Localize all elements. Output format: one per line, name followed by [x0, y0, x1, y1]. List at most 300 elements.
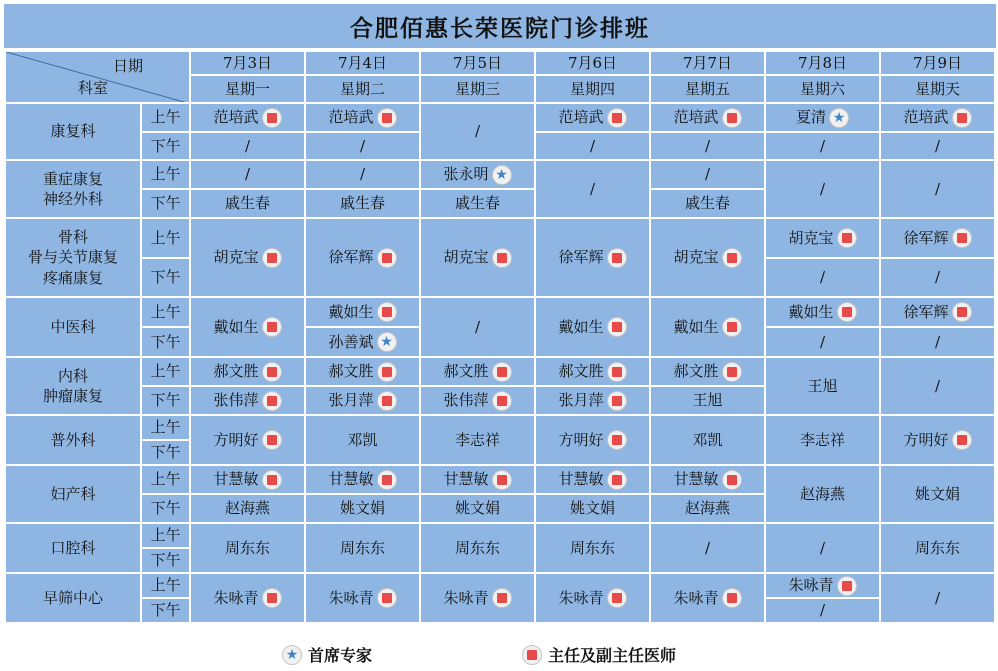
red-square-icon — [262, 470, 282, 490]
red-square-icon — [262, 588, 282, 608]
doctor-name — [558, 317, 626, 337]
department-line: 康复科 — [50, 122, 96, 141]
red-square-icon — [722, 108, 742, 128]
red-square-icon — [952, 302, 972, 322]
red-square-icon — [492, 470, 512, 490]
schedule-cell-am — [420, 357, 535, 386]
date-header — [535, 51, 650, 75]
doctor-name-text: 甘慧敏 — [558, 470, 604, 489]
schedule-cell-pm — [305, 132, 420, 160]
red-square-icon — [262, 430, 282, 450]
doctor-name — [673, 107, 741, 127]
schedule-cell-am — [305, 160, 420, 189]
doctor-name-text: 范培武 — [328, 108, 374, 127]
red-square-icon — [607, 391, 627, 411]
doctor-name-text: 戴如生 — [673, 317, 719, 336]
doctor-name-text: 甘慧敏 — [443, 470, 489, 489]
schedule-cell-pm — [535, 386, 650, 415]
schedule-cell-merged — [420, 103, 535, 160]
doctor-name-text: 郝文胜 — [328, 362, 374, 381]
schedule-cell-pm — [190, 132, 305, 160]
doctor-name — [443, 390, 511, 410]
schedule-cell-pm — [305, 327, 420, 357]
doctor-name-text: 戴如生 — [558, 317, 604, 336]
cell-text: 戚生春 — [339, 194, 385, 213]
doctor-name-text: 徐军辉 — [903, 302, 949, 321]
schedule-cell-am — [880, 218, 995, 258]
cell-text: 周东东 — [914, 538, 960, 557]
schedule-cell-merged — [535, 297, 650, 357]
date-header — [420, 51, 535, 75]
weekday-header — [880, 75, 995, 103]
department-line: 普外科 — [50, 430, 96, 449]
doctor-name-text: 甘慧敏 — [213, 470, 259, 489]
schedule-cell-am — [650, 103, 765, 132]
schedule-cell-merged — [535, 523, 650, 573]
red-square-icon — [262, 248, 282, 268]
doctor-name-text: 朱咏青 — [328, 588, 374, 607]
doctor-name-text: 徐军辉 — [328, 248, 374, 267]
schedule-cell-merged — [650, 218, 765, 297]
doctor-name — [328, 302, 396, 322]
date-label: 日期 — [112, 57, 143, 75]
shift-pm: 下午 — [141, 327, 190, 357]
schedule-cell-pm — [650, 494, 765, 523]
schedule-cell-merged — [650, 297, 765, 357]
cell-text: 戚生春 — [224, 194, 270, 213]
doctor-name — [673, 247, 741, 267]
doctor-name — [558, 361, 626, 381]
schedule-cell-merged — [190, 297, 305, 357]
schedule-cell-pm — [420, 386, 535, 415]
legend-star-label: 首席专家 — [308, 646, 373, 665]
schedule-cell-merged — [420, 415, 535, 465]
red-square-icon — [722, 248, 742, 268]
red-square-icon — [262, 391, 282, 411]
department-line: 重症康复 — [42, 169, 103, 188]
cell-text: / — [819, 601, 826, 620]
cell-text: / — [589, 136, 596, 155]
schedule-cell-am — [650, 465, 765, 494]
schedule-cell-merged — [765, 160, 880, 218]
cell-text: 赵海燕 — [799, 484, 845, 503]
red-square-icon — [722, 362, 742, 382]
schedule-cell-merged — [535, 160, 650, 218]
red-square-icon — [262, 317, 282, 337]
red-square-icon — [607, 317, 627, 337]
doctor-name-text: 徐军辉 — [903, 228, 949, 247]
doctor-name-text: 方明好 — [903, 430, 949, 449]
doctor-name-text: 郝文胜 — [443, 362, 489, 381]
doctor-name — [558, 588, 626, 608]
shift-pm: 下午 — [141, 494, 190, 523]
doctor-name — [673, 469, 741, 489]
date-text: 7月6日 — [567, 53, 618, 72]
doctor-name — [903, 302, 971, 322]
doctor-name — [443, 164, 511, 184]
department-name — [5, 160, 141, 218]
schedule-cell-merged — [880, 160, 995, 218]
date-header — [650, 51, 765, 75]
cell-text: / — [934, 588, 941, 607]
doctor-name — [213, 361, 281, 381]
shift-am: 上午 — [141, 218, 190, 258]
header-corner — [5, 51, 190, 103]
cell-text: 周东东 — [224, 538, 270, 557]
department-line: 妇产科 — [50, 484, 96, 503]
schedule-cell-am — [765, 573, 880, 598]
schedule-cell-pm — [880, 258, 995, 297]
red-square-icon — [377, 302, 397, 322]
cell-text: / — [934, 179, 941, 198]
department-line: 早筛中心 — [42, 588, 103, 607]
red-square-icon — [492, 248, 512, 268]
date-header — [880, 51, 995, 75]
date-text: 7月3日 — [222, 53, 273, 72]
red-square-icon — [377, 248, 397, 268]
department-name — [5, 523, 141, 573]
red-square-icon — [262, 362, 282, 382]
doctor-name — [796, 107, 849, 127]
weekday-text: 星期四 — [569, 79, 615, 98]
schedule-cell-merged — [880, 573, 995, 623]
doctor-name — [673, 588, 741, 608]
weekday-text: 星期天 — [914, 79, 960, 98]
doctor-name-text: 朱咏青 — [788, 576, 834, 595]
cell-text: 姚文娟 — [339, 499, 385, 518]
red-square-icon — [607, 108, 627, 128]
cell-text: / — [474, 317, 481, 336]
cell-text: / — [244, 136, 251, 155]
red-square-icon — [607, 248, 627, 268]
star-icon: ★ — [377, 332, 397, 352]
doctor-name — [328, 390, 396, 410]
doctor-name — [213, 390, 281, 410]
doctor-name-text: 朱咏青 — [673, 588, 719, 607]
doctor-name — [328, 469, 396, 489]
schedule-cell-merged — [765, 415, 880, 465]
shift-am: 上午 — [141, 523, 190, 548]
schedule-cell-pm — [420, 189, 535, 218]
cell-text: 戚生春 — [454, 194, 500, 213]
schedule-cell-pm — [765, 327, 880, 357]
doctor-name-text: 孙善斌 — [328, 332, 374, 351]
cell-text: 周东东 — [569, 538, 615, 557]
cell-text: / — [589, 179, 596, 198]
cell-text: 姚文娟 — [454, 499, 500, 518]
doctor-name-text: 张月萍 — [558, 391, 604, 410]
doctor-name — [328, 247, 396, 267]
cell-text: 王旭 — [692, 391, 723, 410]
date-text: 7月5日 — [452, 53, 503, 72]
doctor-name-text: 方明好 — [213, 430, 259, 449]
red-square-icon — [492, 391, 512, 411]
doctor-name-text: 范培武 — [903, 108, 949, 127]
weekday-text: 星期二 — [339, 79, 385, 98]
schedule-cell-merged — [305, 573, 420, 623]
schedule-cell-merged — [420, 523, 535, 573]
schedule-cell-pm — [650, 386, 765, 415]
schedule-cell-merged — [650, 523, 765, 573]
red-square-icon — [837, 576, 857, 596]
red-square-icon — [377, 470, 397, 490]
doctor-name — [673, 317, 741, 337]
doctor-name — [213, 247, 281, 267]
shift-am: 上午 — [141, 357, 190, 386]
cell-text: 李志祥 — [454, 430, 500, 449]
doctor-name — [558, 430, 626, 450]
star-icon: ★ — [282, 645, 302, 665]
cell-text: / — [704, 136, 711, 155]
schedule-cell-pm — [765, 132, 880, 160]
department-name — [5, 465, 141, 523]
department-line: 口腔科 — [50, 538, 96, 557]
schedule-cell-am — [305, 357, 420, 386]
doctor-name — [328, 332, 396, 352]
red-square-icon — [607, 430, 627, 450]
cell-text: / — [934, 268, 941, 287]
red-square-icon — [607, 470, 627, 490]
doctor-name — [558, 107, 626, 127]
shift-pm: 下午 — [141, 386, 190, 415]
doctor-name — [328, 107, 396, 127]
schedule-cell-am — [765, 103, 880, 132]
doctor-name — [788, 228, 856, 248]
shift-am: 上午 — [141, 415, 190, 440]
doctor-name-text: 徐军辉 — [558, 248, 604, 267]
red-square-icon — [377, 362, 397, 382]
schedule-cell-merged — [190, 573, 305, 623]
shift-pm: 下午 — [141, 258, 190, 297]
weekday-header — [305, 75, 420, 103]
date-text: 7月4日 — [337, 53, 388, 72]
schedule-cell-am — [190, 357, 305, 386]
legend-red-label: 主任及副主任医师 — [548, 646, 677, 665]
schedule-cell-pm — [880, 327, 995, 357]
weekday-text: 星期五 — [684, 79, 730, 98]
schedule-cell-merged — [650, 415, 765, 465]
weekday-header — [765, 75, 880, 103]
cell-text: / — [704, 538, 711, 557]
doctor-name-text: 胡克宝 — [443, 248, 489, 267]
cell-text: 李志祥 — [799, 430, 845, 449]
doctor-name — [788, 302, 856, 322]
schedule-cell-am — [190, 465, 305, 494]
red-square-icon — [377, 588, 397, 608]
doctor-name — [213, 107, 281, 127]
schedule-cell-merged — [880, 415, 995, 465]
schedule-cell-am — [535, 465, 650, 494]
schedule-cell-am — [190, 160, 305, 189]
schedule-cell-am — [305, 103, 420, 132]
cell-text: / — [359, 136, 366, 155]
doctor-name — [558, 247, 626, 267]
cell-text: / — [704, 165, 711, 184]
red-square-icon — [607, 362, 627, 382]
schedule-cell-merged — [535, 415, 650, 465]
red-square-icon — [722, 588, 742, 608]
doctor-name-text: 夏清 — [795, 108, 826, 127]
red-square-icon — [492, 362, 512, 382]
shift-pm: 下午 — [141, 598, 190, 623]
schedule-cell-merged — [420, 218, 535, 297]
doctor-name — [213, 588, 281, 608]
red-square-icon — [952, 108, 972, 128]
schedule-cell-am — [650, 357, 765, 386]
department-name — [5, 103, 141, 160]
shift-am: 上午 — [141, 573, 190, 598]
doctor-name-text: 方明好 — [558, 430, 604, 449]
doctor-name-text: 张永明 — [443, 165, 489, 184]
schedule-cell-pm — [765, 598, 880, 623]
schedule-cell-merged — [650, 573, 765, 623]
schedule-cell-pm — [305, 494, 420, 523]
doctor-name-text: 张伟萍 — [213, 391, 259, 410]
department-line: 内科 — [57, 366, 88, 385]
department-name — [5, 573, 141, 623]
schedule-cell-am — [650, 160, 765, 189]
department-line: 中医科 — [50, 317, 96, 336]
doctor-name — [903, 228, 971, 248]
red-square-icon — [722, 317, 742, 337]
doctor-name — [558, 469, 626, 489]
doctor-name-text: 朱咏青 — [443, 588, 489, 607]
legend-star — [282, 643, 372, 666]
schedule-cell-merged — [190, 415, 305, 465]
red-square-icon — [377, 108, 397, 128]
schedule-cell-pm — [190, 386, 305, 415]
schedule-cell-pm — [190, 494, 305, 523]
date-header — [765, 51, 880, 75]
department-name — [5, 297, 141, 357]
weekday-header — [420, 75, 535, 103]
doctor-name — [328, 361, 396, 381]
shift-am: 上午 — [141, 297, 190, 327]
cell-text: 王旭 — [807, 376, 838, 395]
shift-pm: 下午 — [141, 440, 190, 465]
doctor-name-text: 甘慧敏 — [328, 470, 374, 489]
cell-text: 周东东 — [454, 538, 500, 557]
cell-text: / — [819, 179, 826, 198]
shift-am: 上午 — [141, 160, 190, 189]
schedule-cell-merged — [305, 218, 420, 297]
schedule-cell-merged — [420, 297, 535, 357]
date-text: 7月7日 — [682, 53, 733, 72]
page-title: 合肥佰惠长荣医院门诊排班 — [4, 4, 996, 50]
schedule-cell-merged — [535, 573, 650, 623]
red-square-icon — [522, 645, 542, 665]
cell-text: 赵海燕 — [684, 499, 730, 518]
shift-am: 上午 — [141, 103, 190, 132]
schedule-cell-pm — [305, 189, 420, 218]
star-icon: ★ — [492, 165, 512, 185]
department-line: 疼痛康复 — [42, 268, 103, 287]
department-name — [5, 357, 141, 415]
doctor-name-text: 范培武 — [558, 108, 604, 127]
doctor-name — [788, 575, 856, 595]
schedule-cell-am — [765, 297, 880, 327]
schedule-cell-pm — [420, 494, 535, 523]
weekday-header — [535, 75, 650, 103]
doctor-name-text: 戴如生 — [328, 302, 374, 321]
department-line: 骨与关节康复 — [27, 248, 118, 267]
doctor-name-text: 张月萍 — [328, 391, 374, 410]
doctor-name-text: 范培武 — [213, 108, 259, 127]
weekday-text: 星期一 — [224, 79, 270, 98]
department-line: 神经外科 — [42, 190, 103, 208]
schedule-cell-pm — [650, 132, 765, 160]
doctor-name — [443, 588, 511, 608]
schedule-cell-am — [535, 357, 650, 386]
doctor-name-text: 戴如生 — [213, 317, 259, 336]
doctor-name — [213, 430, 281, 450]
schedule-cell-merged — [190, 523, 305, 573]
doctor-name — [213, 317, 281, 337]
schedule-cell-am — [880, 103, 995, 132]
department-name — [5, 415, 141, 465]
red-square-icon — [492, 588, 512, 608]
red-square-icon — [952, 430, 972, 450]
cell-text: 邓凯 — [692, 430, 723, 449]
schedule-cell-am — [765, 218, 880, 258]
cell-text: 戚生春 — [684, 194, 730, 213]
schedule-cell-am — [305, 465, 420, 494]
doctor-name — [213, 469, 281, 489]
doctor-name-text: 郝文胜 — [558, 362, 604, 381]
schedule-cell-merged — [880, 465, 995, 523]
doctor-name-text: 张伟萍 — [443, 391, 489, 410]
schedule-cell-am — [420, 160, 535, 189]
weekday-text: 星期六 — [799, 79, 845, 98]
schedule-cell-am — [420, 465, 535, 494]
cell-text: / — [474, 122, 481, 141]
cell-text: / — [819, 268, 826, 287]
schedule-table — [4, 50, 996, 624]
red-square-icon — [607, 588, 627, 608]
schedule-cell-merged — [880, 357, 995, 415]
schedule-cell-merged — [190, 218, 305, 297]
schedule-cell-merged — [535, 218, 650, 297]
cell-text: / — [244, 165, 251, 184]
schedule-cell-merged — [765, 523, 880, 573]
schedule-cell-pm — [190, 189, 305, 218]
schedule-cell-pm — [880, 132, 995, 160]
doctor-name-text: 甘慧敏 — [673, 470, 719, 489]
doctor-name-text: 朱咏青 — [213, 588, 259, 607]
doctor-name — [443, 361, 511, 381]
red-square-icon — [722, 470, 742, 490]
doctor-name — [443, 247, 511, 267]
cell-text: 周东东 — [339, 538, 385, 557]
cell-text: / — [819, 332, 826, 351]
doctor-name — [328, 588, 396, 608]
shift-pm: 下午 — [141, 132, 190, 160]
doctor-name — [443, 469, 511, 489]
schedule-cell-merged — [305, 523, 420, 573]
schedule-cell-am — [305, 297, 420, 327]
date-text: 7月9日 — [912, 53, 963, 72]
department-name — [5, 218, 141, 297]
schedule-cell-pm — [650, 189, 765, 218]
schedule-cell-pm — [535, 132, 650, 160]
weekday-header — [650, 75, 765, 103]
cell-text: / — [819, 136, 826, 155]
schedule-cell-am — [535, 103, 650, 132]
date-text: 7月8日 — [797, 53, 848, 72]
schedule-cell-pm — [305, 386, 420, 415]
doctor-name-text: 朱咏青 — [558, 588, 604, 607]
doctor-name-text: 胡克宝 — [673, 248, 719, 267]
